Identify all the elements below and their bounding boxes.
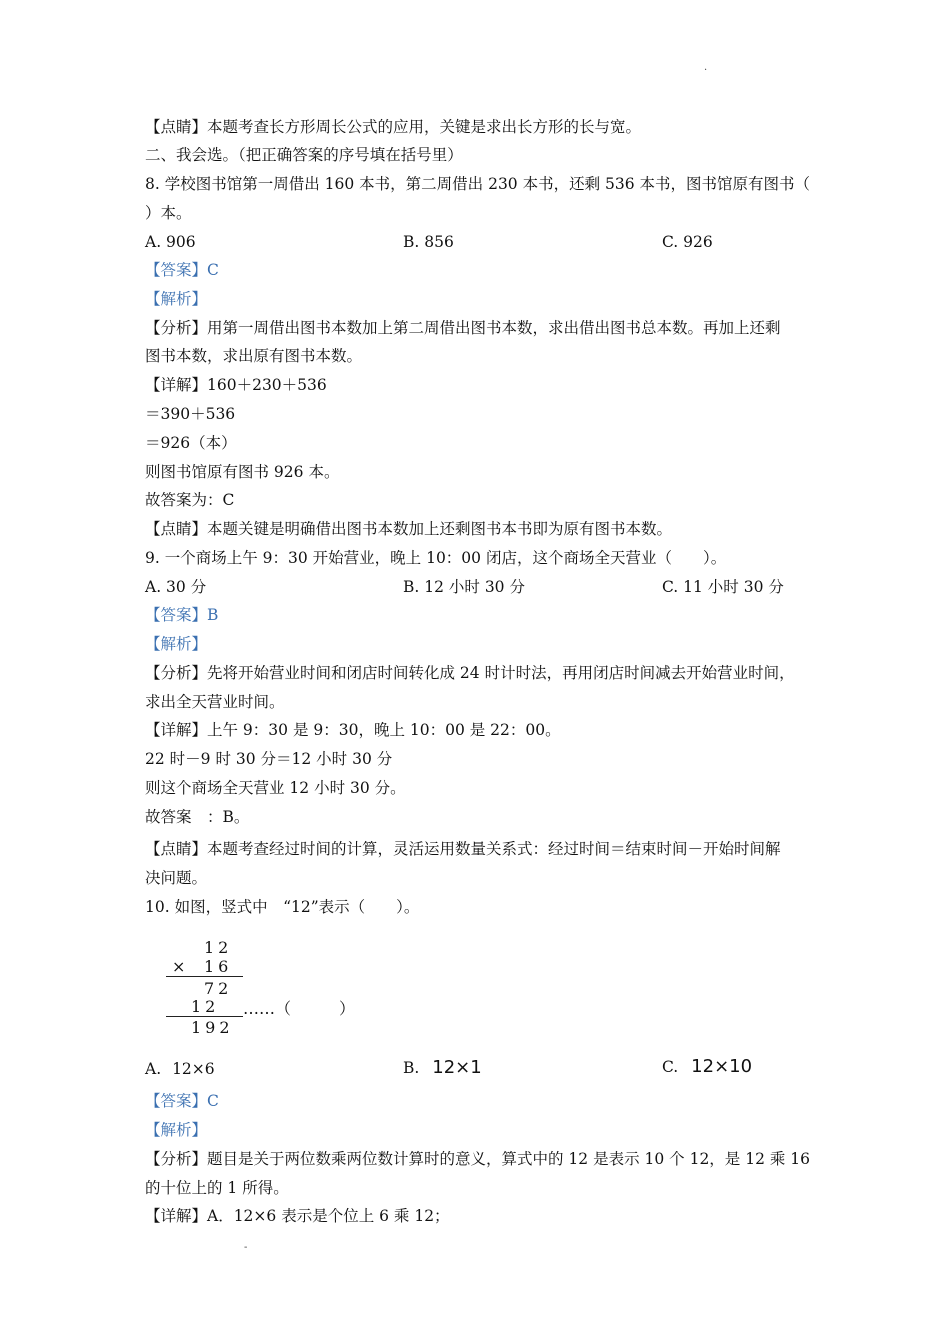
calc-rule-1 — [166, 976, 243, 977]
q9-option-a: A. 30 分 — [145, 578, 207, 596]
q9-fenxi-2: 求出全天营业时间。 — [145, 693, 285, 711]
q10-fenxi-2: 的十位上的 1 所得。 — [145, 1179, 289, 1197]
q8-option-b: B. 856 — [403, 233, 454, 251]
q9-xiangjie: 【详解】上午 9：30 是 9：30，晚上 10：00 是 22：00。 — [145, 721, 561, 739]
q9-dianjing-1: 【点睛】本题考查经过时间的计算，灵活运用数量关系式：经过时间＝结束时间－开始时间解 — [145, 840, 781, 858]
q8-option-a: A. 906 — [145, 233, 196, 251]
q8-option-c: C. 926 — [662, 233, 713, 251]
q10-option-b-value: 12×1 — [432, 1057, 482, 1078]
calc-row-3: 72 — [204, 979, 233, 998]
question-10: 10. 如图，竖式中 “12”表示（ ）。 — [145, 898, 420, 916]
q10-option-c-value: 12×10 — [691, 1056, 753, 1077]
q9-answer: 【答案】B — [145, 606, 219, 624]
calc-row-5: 192 — [191, 1018, 234, 1037]
q8-fenxi-2: 图书本数，求出原有图书本数。 — [145, 347, 363, 365]
q8-fenxi-1: 【分析】用第一周借出图书本数加上第二周借出图书本数，求出借出图书总本数。再加上还剩 — [145, 319, 781, 337]
calc-row-1: 12 — [204, 938, 233, 957]
q10-option-a-label: A. — [145, 1060, 162, 1078]
q9-fenxi-1: 【分析】先将开始营业时间和闭店时间转化成 24 时计时法，再用闭店时间减去开始营业时间， — [145, 664, 795, 682]
q8-jiexi: 【解析】 — [145, 290, 208, 308]
question-8: 8. 学校图书馆第一周借出 160 本书，第二周借出 230 本书，还剩 536 本书，图书馆原有图书（ — [145, 175, 811, 193]
q9-conclusion: 则这个商场全天营业 12 小时 30 分。 — [145, 779, 406, 797]
calc-row-4: 12 — [191, 997, 220, 1016]
question-8-cont: ）本。 — [145, 204, 192, 222]
q9-option-b: B. 12 小时 30 分 — [403, 578, 525, 596]
q8-final: 故答案为：C — [145, 491, 235, 509]
question-9: 9. 一个商场上午 9：30 开始营业，晚上 10：00 闭店，这个商场全天营业（ ）。 — [145, 549, 727, 567]
q8-conclusion: 则图书馆原有图书 926 本。 — [145, 463, 340, 481]
q9-jiexi: 【解析】 — [145, 635, 208, 653]
calc-row-2: 16 — [204, 957, 233, 976]
q10-fenxi-1: 【分析】题目是关于两位数乘两位数计算时的意义，算式中的 12 是表示 10 个 12，是 12 乘 16 — [145, 1150, 811, 1168]
calc-times-sign: × — [172, 957, 186, 976]
q8-dianjing: 【点睛】本题关键是明确借出图书本数加上还剩图书本书即为原有图书本数。 — [145, 520, 673, 538]
q9-option-c: C. 11 小时 30 分 — [662, 578, 784, 596]
calc-annotation: ……（ ） — [243, 999, 356, 1018]
q10-option-a-value: 12×6 — [172, 1060, 215, 1078]
q9-final: 故答案 ：B。 — [145, 808, 250, 826]
q10-xiangjie: 【详解】A．12×6 表示是个位上 6 乘 12； — [145, 1207, 450, 1225]
q8-answer: 【答案】C — [145, 261, 219, 279]
q10-option-b — [403, 1057, 482, 1079]
q9-dianjing-2: 决问题。 — [145, 869, 208, 887]
q10-option-c-label: C. — [662, 1058, 679, 1076]
q8-step-2: ＝926（本） — [145, 434, 237, 452]
calc-rule-2 — [166, 1016, 243, 1017]
q10-option-a — [145, 1058, 215, 1080]
footer-mark: - — [244, 1242, 248, 1253]
section-heading: 二、我会选。（把正确答案的序号填在括号里） — [145, 146, 463, 164]
q8-step-1: ＝390＋536 — [145, 405, 236, 423]
q9-step-1: 22 时－9 时 30 分＝12 小时 30 分 — [145, 750, 393, 768]
q8-xiangjie: 【详解】160＋230＋536 — [145, 376, 327, 394]
header-mark: . — [704, 62, 708, 73]
dianjing-prev: 【点睛】本题考查长方形周长公式的应用，关键是求出长方形的长与宽。 — [145, 118, 642, 136]
q10-answer: 【答案】C — [145, 1092, 219, 1110]
q10-option-b-label: B. — [403, 1059, 420, 1077]
q10-option-c — [662, 1056, 752, 1078]
q10-jiexi: 【解析】 — [145, 1121, 208, 1139]
